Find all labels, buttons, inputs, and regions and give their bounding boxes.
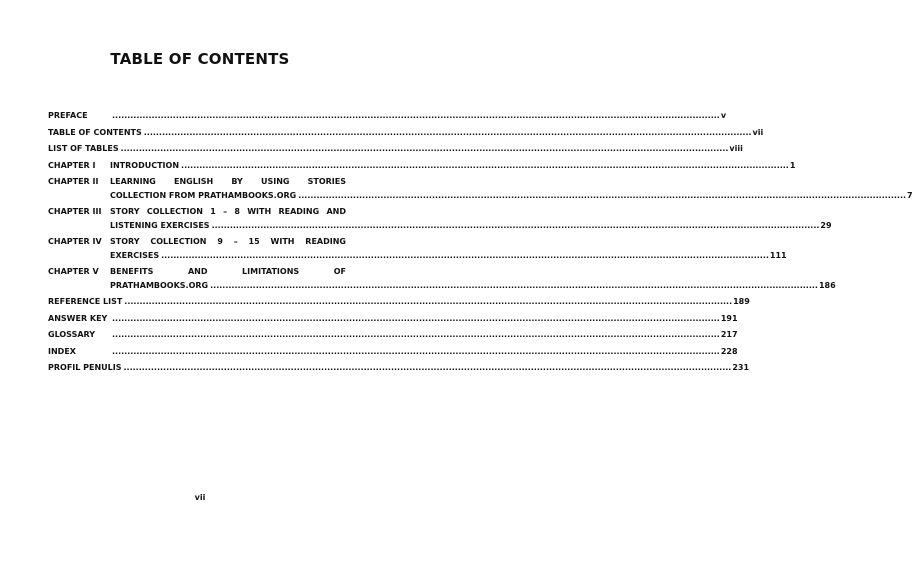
toc-entry-label: GLOSSARY [48, 330, 96, 339]
toc-entry-label: ANSWER KEY [48, 313, 108, 323]
dot-leader: ........................................................................................................................................................................................................ [161, 250, 769, 260]
toc-entry-title-line-2: LISTENING EXERCISES [110, 220, 210, 230]
toc-entry-label: REFERENCE LIST [48, 297, 123, 306]
toc-entry-page: 231 [732, 363, 750, 372]
toc-entry-chapter-1[interactable] [48, 159, 796, 173]
toc-entry-label: TABLE OF CONTENTS [48, 127, 142, 137]
toc-entry-page: 191 [720, 313, 738, 323]
toc-entry-title-line-1: STORY COLLECTION 9 – 15 WITH READING [110, 237, 346, 246]
toc-entry-title-line-1: STORY COLLECTION 1 – 8 WITH READING AND [110, 207, 346, 216]
toc-entry-answer-key[interactable] [48, 312, 738, 326]
toc-entry-page: vii [752, 127, 764, 137]
toc-entry-label: CHAPTER V [48, 267, 99, 276]
toc-entry-label: LIST OF TABLES [48, 144, 119, 153]
toc-entry-label: CHAPTER II [48, 177, 99, 186]
toc-entry-label: CHAPTER III [48, 207, 102, 216]
toc-entry-page: 228 [720, 346, 738, 356]
toc-entry-index[interactable] [48, 345, 738, 359]
toc-entry-chapter-5[interactable] [48, 265, 836, 292]
dot-leader: ........................................................................................................................................................................................................ [112, 313, 720, 323]
toc-entry-chapter-3[interactable] [48, 205, 832, 232]
toc-entry-label: CHAPTER IV [48, 237, 102, 246]
toc-entry-reference-list[interactable] [48, 295, 750, 309]
toc-entry-page: 7 [907, 190, 913, 200]
dot-leader: ........................................................................................................................................................................................................ [112, 346, 720, 356]
dot-leader: ........................................................................................................................................................................................................ [211, 220, 820, 230]
toc-entry-label: PROFIL PENULIS [48, 363, 122, 372]
dot-leader: ........................................................................................................................................................................................................ [123, 363, 732, 372]
toc-entry-label: INDEX [48, 346, 76, 356]
dot-leader: ........................................................................................................................................................................................................ [112, 330, 720, 339]
dot-leader: ........................................................................................................................................................................................................ [120, 144, 729, 153]
dot-leader: ........................................................................................................................................................................................................ [210, 280, 818, 290]
dot-leader: ........................................................................................................................................................................................................ [181, 160, 789, 170]
toc-entry-page: 217 [720, 330, 738, 339]
toc-entry-glossary[interactable] [48, 328, 738, 342]
toc-entry-page: 111 [769, 250, 787, 260]
toc-entry-page: 186 [818, 280, 836, 290]
toc-entry-label: CHAPTER I [48, 160, 96, 170]
toc-list [48, 109, 913, 375]
page-number: vii [194, 493, 206, 502]
toc-entry-title-line-1: BENEFITS AND LIMITATIONS OF [110, 267, 346, 276]
toc-entry-chapter-4[interactable] [48, 235, 787, 262]
toc-entry-chapter-2[interactable] [48, 175, 913, 202]
toc-entry-profil-penulis[interactable] [48, 361, 750, 375]
toc-entry-title-line-2: PRATHAMBOOKS.ORG [110, 280, 209, 290]
toc-entry-table-of-contents[interactable] [48, 126, 764, 140]
toc-entry-label: PREFACE [48, 111, 88, 120]
toc-entry-title: INTRODUCTION [110, 160, 180, 170]
toc-entry-title-line-2: EXERCISES [110, 250, 160, 260]
toc-entry-page: 1 [789, 160, 796, 170]
page-title: TABLE OF CONTENTS [110, 50, 290, 68]
toc-entry-title-line-2: COLLECTION FROM PRATHAMBOOKS.ORG [110, 190, 297, 200]
dot-leader: ........................................................................................................................................................................................................ [112, 111, 720, 120]
dot-leader: ........................................................................................................................................................................................................ [298, 190, 907, 200]
dot-leader: ........................................................................................................................................................................................................ [143, 127, 752, 137]
toc-entry-page: 189 [733, 297, 750, 306]
toc-entry-preface[interactable] [48, 109, 727, 123]
dot-leader: ........................................................................................................................................................................................................ [124, 297, 733, 306]
toc-entry-page: 29 [820, 220, 832, 230]
toc-entry-page: v [720, 111, 727, 120]
toc-entry-page: viii [729, 144, 743, 153]
toc-entry-list-of-tables[interactable] [48, 142, 743, 156]
toc-entry-title-line-1: LEARNING ENGLISH BY USING STORIES [110, 177, 346, 186]
